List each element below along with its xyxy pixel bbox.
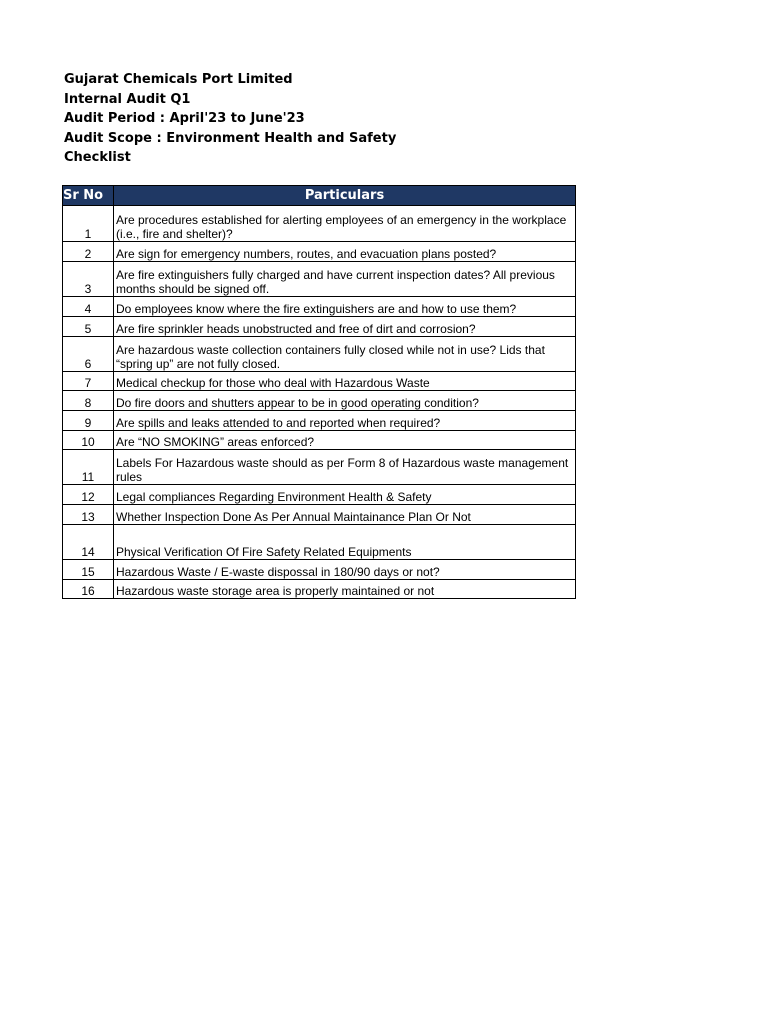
- sr-no-cell: 14: [63, 525, 114, 560]
- table-row: [63, 206, 576, 242]
- checklist-table: [62, 185, 576, 599]
- sr-no-cell: 3: [63, 262, 114, 297]
- table-row: [63, 450, 576, 485]
- particulars-cell: Are sign for emergency numbers, routes, and evacuation plans posted?: [114, 242, 576, 262]
- column-header-particulars: Particulars: [114, 186, 576, 206]
- particulars-cell: Hazardous waste storage area is properly maintained or not: [114, 580, 576, 599]
- sr-no-cell: 2: [63, 242, 114, 262]
- table-row: [63, 580, 576, 599]
- sr-no-cell: 6: [63, 337, 114, 372]
- sr-no-cell: 12: [63, 485, 114, 505]
- sr-no-cell: 5: [63, 317, 114, 337]
- table-row: [63, 317, 576, 337]
- particulars-cell: Physical Verification Of Fire Safety Related Equipments: [114, 525, 576, 560]
- particulars-cell: Legal compliances Regarding Environment Health & Safety: [114, 485, 576, 505]
- table-row: [63, 297, 576, 317]
- audit-title: Internal Audit Q1: [64, 91, 191, 107]
- table-row: [63, 505, 576, 525]
- particulars-cell: Labels For Hazardous waste should as per Form 8 of Hazardous waste management rules: [114, 450, 576, 485]
- particulars-cell: Are fire sprinkler heads unobstructed and free of dirt and corrosion?: [114, 317, 576, 337]
- audit-period: Audit Period : April'23 to June'23: [64, 111, 305, 126]
- table-row: [63, 485, 576, 505]
- particulars-cell: Are spills and leaks attended to and reported when required?: [114, 411, 576, 431]
- table-row: [63, 337, 576, 372]
- sr-no-cell: 1: [63, 206, 114, 242]
- table-row: [63, 372, 576, 391]
- particulars-cell: Are procedures established for alerting employees of an emergency in the workplace (i.e., fire and shelter)?: [114, 206, 576, 242]
- table-header-row: [63, 186, 576, 206]
- particulars-cell: Do employees know where the fire extinguishers are and how to use them?: [114, 297, 576, 317]
- audit-scope: Audit Scope : Environment Health and Safety: [64, 130, 397, 146]
- particulars-cell: Are hazardous waste collection containers fully closed while not in use? Lids that “spring up” are not fully closed.: [114, 337, 576, 372]
- sr-no-cell: 16: [63, 580, 114, 599]
- table-row: [63, 431, 576, 450]
- particulars-cell: Hazardous Waste / E-waste dispossal in 180/90 days or not?: [114, 560, 576, 580]
- sr-no-cell: 8: [63, 391, 114, 411]
- sr-no-cell: 15: [63, 560, 114, 580]
- sr-no-cell: 11: [63, 450, 114, 485]
- company-name: Gujarat Chemicals Port Limited: [64, 72, 293, 87]
- sr-no-cell: 13: [63, 505, 114, 525]
- document-type: Checklist: [64, 150, 131, 165]
- table-row: [63, 411, 576, 431]
- sr-no-cell: 10: [63, 431, 114, 450]
- particulars-cell: Whether Inspection Done As Per Annual Maintainance Plan Or Not: [114, 505, 576, 525]
- column-header-sr-no: Sr No: [63, 186, 114, 206]
- table-row: [63, 560, 576, 580]
- particulars-cell: Do fire doors and shutters appear to be in good operating condition?: [114, 391, 576, 411]
- particulars-cell: Medical checkup for those who deal with Hazardous Waste: [114, 372, 576, 391]
- table-row: [63, 525, 576, 560]
- particulars-cell: Are fire extinguishers fully charged and have current inspection dates? All previous months should be signed off.: [114, 262, 576, 297]
- table-row: [63, 391, 576, 411]
- document-header: [64, 70, 396, 168]
- table-row: [63, 242, 576, 262]
- sr-no-cell: 7: [63, 372, 114, 391]
- table-row: [63, 262, 576, 297]
- sr-no-cell: 9: [63, 411, 114, 431]
- particulars-cell: Are “NO SMOKING” areas enforced?: [114, 431, 576, 450]
- sr-no-cell: 4: [63, 297, 114, 317]
